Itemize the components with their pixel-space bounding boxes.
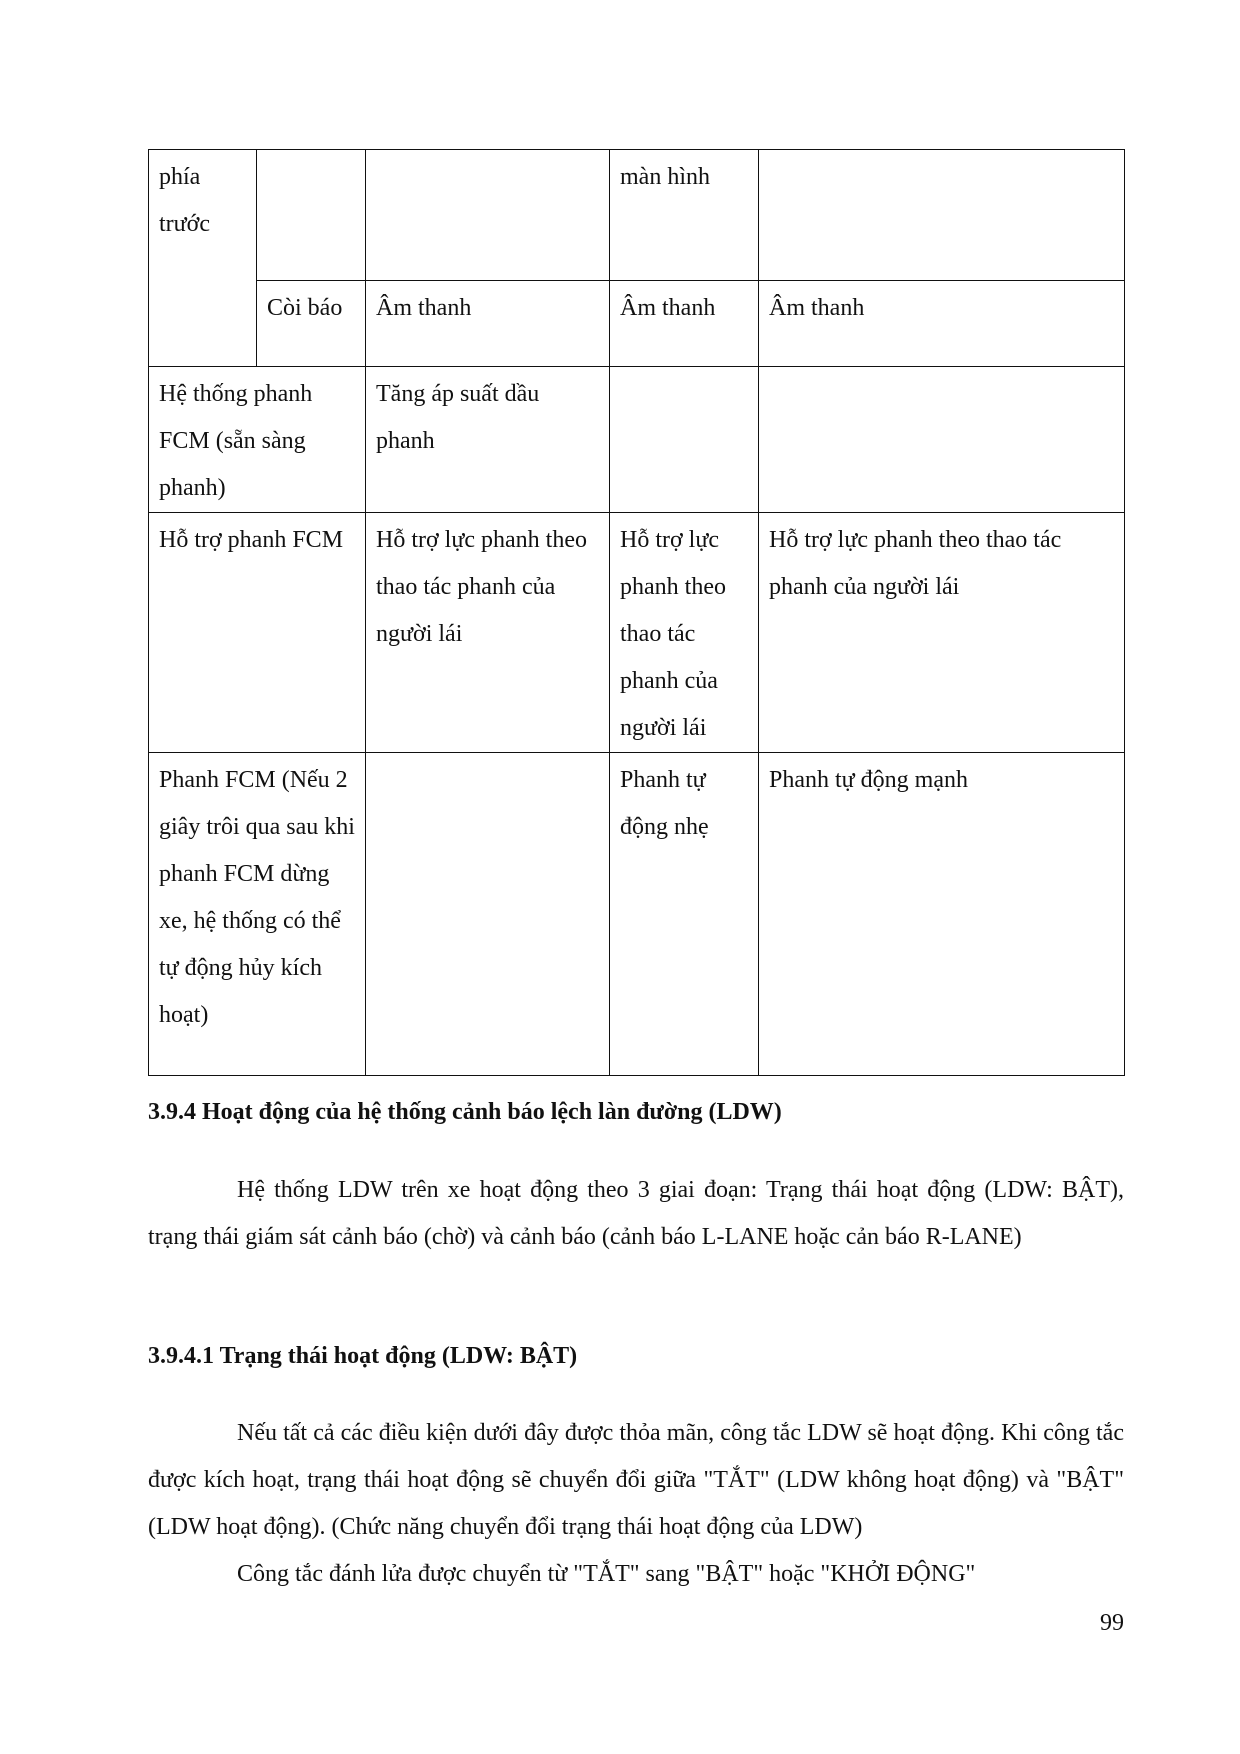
table-cell: Âm thanh [366,281,610,367]
table-cell: Tăng áp suất dầu phanh [366,367,610,513]
table-cell: Hỗ trợ phanh FCM [149,513,366,753]
table-cell: Âm thanh [610,281,759,367]
table-cell: Hỗ trợ lực phanh theo thao tác phanh của người lái [610,513,759,753]
table-row [149,513,1125,753]
table-cell: phía trước [149,150,257,367]
table-cell: Hệ thống phanh FCM (sẵn sàng phanh) [149,367,366,513]
table-row [149,281,1125,367]
table-cell: Phanh tự động nhẹ [610,753,759,1076]
table-cell: Còi báo [257,281,366,367]
section-paragraph: Nếu tất cả các điều kiện dưới đây được thỏa mãn, công tắc LDW sẽ hoạt động. Khi công tắc được kích hoạt, trạng thái hoạt động sẽ chuyển đổi giữa "TẮT" (LDW không hoạt động) và "BẬT" (LDW hoạt động). (Chức năng chuyển đổi trạng thái hoạt động của LDW) [148,1420,1124,1540]
table-cell: Âm thanh [759,281,1125,367]
table-row [149,367,1125,513]
section-paragraph: Công tắc đánh lửa được chuyển từ "TẮT" sang "BẬT" hoặc "KHỞI ĐỘNG" [237,1561,976,1587]
table-cell: Hỗ trợ lực phanh theo thao tác phanh của người lái [759,513,1125,753]
section-heading-3-9-4-1: 3.9.4.1 Trạng thái hoạt động (LDW: BẬT) [148,1343,578,1369]
table-row [149,150,1125,281]
table-cell: Phanh FCM (Nếu 2 giây trôi qua sau khi phanh FCM dừng xe, hệ thống có thể tự động hủy kích hoạt) [149,753,366,1076]
table-cell: màn hình [610,150,759,281]
table-cell: Phanh tự động mạnh [759,753,1125,1076]
table-cell [366,753,610,1076]
section-heading-3-9-4: 3.9.4 Hoạt động của hệ thống cảnh báo lệch làn đường (LDW) [148,1099,782,1125]
table-cell [610,367,759,513]
table-cell: Hỗ trợ lực phanh theo thao tác phanh của người lái [366,513,610,753]
table-cell [759,367,1125,513]
page-number: 99 [1100,1610,1124,1636]
table-cell [366,150,610,281]
table-cell [759,150,1125,281]
table-cell [257,150,366,281]
table-row [149,753,1125,1076]
section-paragraph: Hệ thống LDW trên xe hoạt động theo 3 giai đoạn: Trạng thái hoạt động (LDW: BẬT), trạng thái giám sát cảnh báo (chờ) và cảnh báo (cảnh báo L-LANE hoặc cản báo R-LANE) [148,1177,1124,1250]
brake-function-table [148,149,1125,1076]
